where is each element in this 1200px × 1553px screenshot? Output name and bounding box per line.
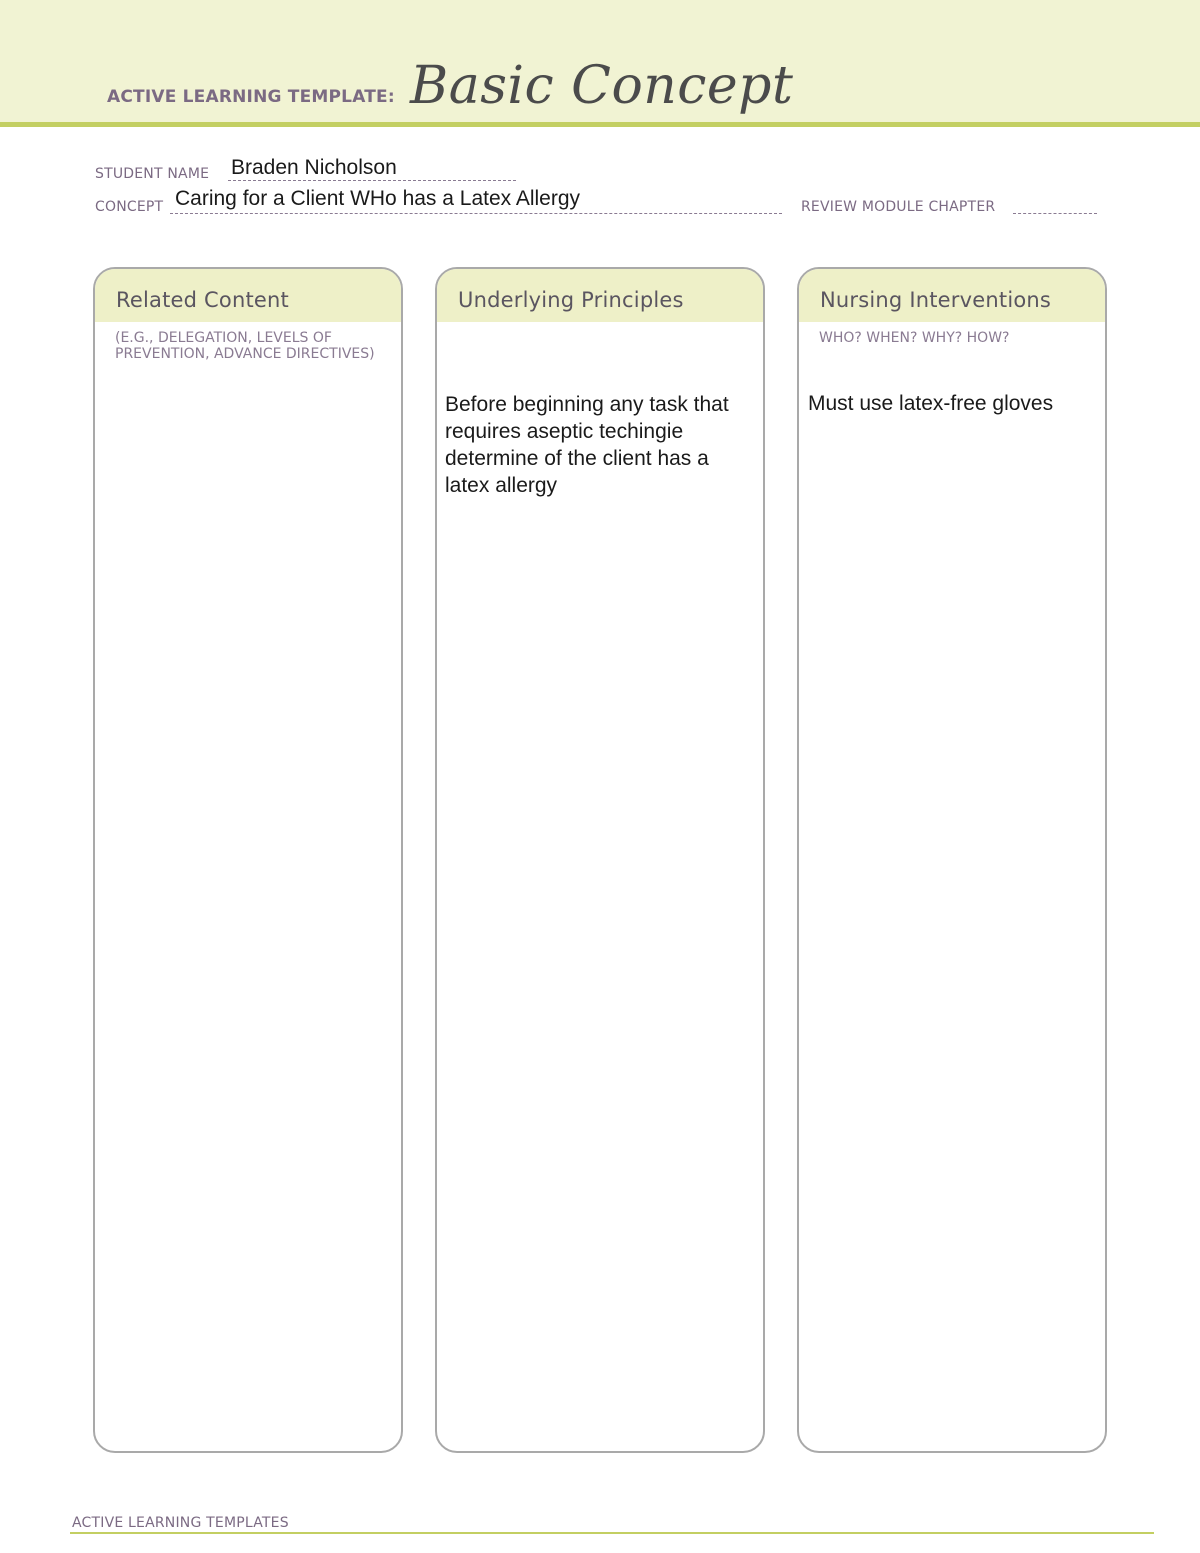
panel-nursing-interventions — [797, 267, 1107, 1453]
panel-header — [437, 269, 763, 322]
panel-title: Nursing Interventions — [820, 288, 1052, 312]
template-label: ACTIVE LEARNING TEMPLATE: — [107, 87, 395, 107]
review-module-label: REVIEW MODULE CHAPTER — [801, 199, 996, 215]
student-name-field[interactable]: Braden Nicholson — [231, 156, 397, 179]
review-module-field[interactable] — [1013, 213, 1097, 214]
panel-underlying-principles — [435, 267, 765, 1453]
underlying-principles-text[interactable]: Before beginning any task that requires aseptic techingie determine of the client has a latex allergy — [445, 393, 729, 497]
panel-related-content — [93, 267, 403, 1453]
template-title: Basic Concept — [410, 56, 794, 116]
concept-underline — [170, 213, 782, 214]
student-name-underline — [228, 180, 516, 181]
concept-field[interactable]: Caring for a Client WHo has a Latex Allergy — [175, 187, 581, 210]
panel-title: Underlying Principles — [458, 288, 684, 312]
panel-title: Related Content — [116, 288, 289, 312]
student-name-label: STUDENT NAME — [95, 166, 210, 182]
panel-header — [799, 269, 1105, 322]
concept-label: CONCEPT — [95, 199, 164, 215]
panel-subtitle: WHO? WHEN? WHY? HOW? — [819, 330, 1010, 346]
panel-header — [95, 269, 401, 322]
footer-rule — [70, 1532, 1154, 1534]
header-rule — [0, 122, 1200, 127]
footer-label: ACTIVE LEARNING TEMPLATES — [72, 1515, 289, 1531]
panel-subtitle: (E.G., DELEGATION, LEVELS OF PREVENTION, ADVANCE DIRECTIVES) — [115, 330, 375, 362]
nursing-interventions-text[interactable]: Must use latex-free gloves — [808, 392, 1054, 415]
